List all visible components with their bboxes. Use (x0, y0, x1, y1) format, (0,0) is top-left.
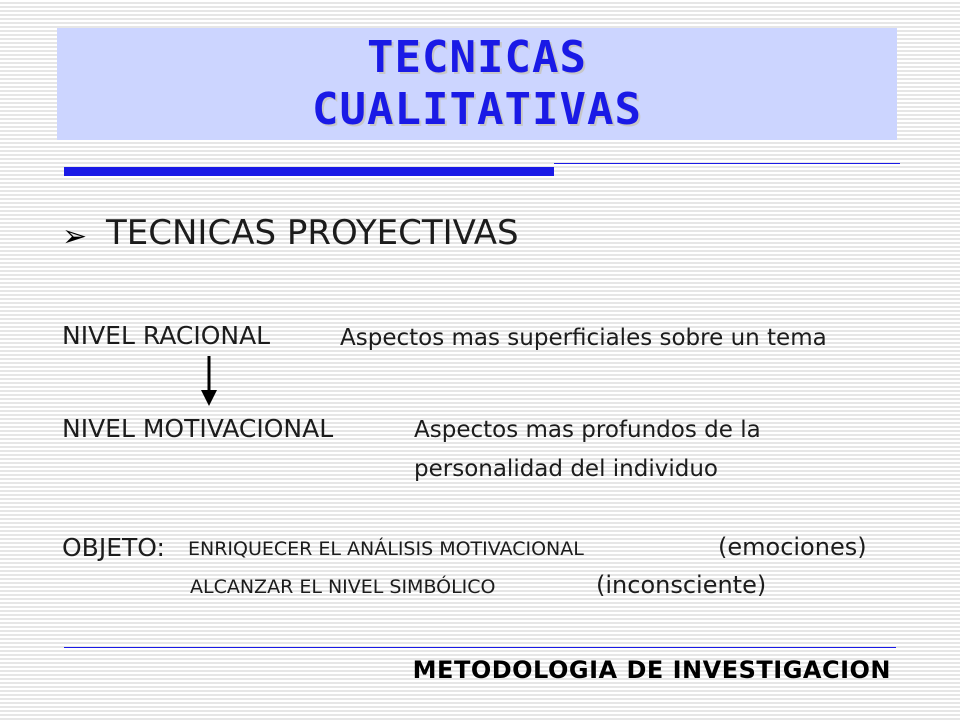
level-rational-description: Aspectos mas superficiales sobre un tema (340, 325, 827, 351)
level-motivational-description-line-1: Aspectos mas profundos de la (414, 417, 761, 443)
down-arrow-icon (198, 356, 220, 406)
level-motivational-description-line-2: personalidad del individuo (414, 456, 718, 482)
section-heading: TECNICAS PROYECTIVAS (106, 213, 519, 253)
title-underline-thick (64, 167, 554, 176)
objective-item-1-note: (emociones) (718, 533, 867, 561)
objective-item-2-note: (inconsciente) (596, 571, 767, 599)
title-underline-thin (554, 163, 900, 164)
footer-text: METODOLOGIA DE INVESTIGACION (412, 656, 891, 684)
slide-title-line-1: TECNICAS (367, 32, 587, 83)
footer-divider (64, 647, 896, 648)
slide-title-line-2: CUALITATIVAS (312, 84, 642, 135)
title-box (57, 28, 897, 140)
arrow-bullet-icon: ➢ (62, 219, 88, 254)
objective-label: OBJETO: (62, 533, 165, 562)
objective-item-1: ENRIQUECER EL ANÁLISIS MOTIVACIONAL (188, 538, 584, 560)
level-rational-label: NIVEL RACIONAL (62, 321, 271, 350)
level-motivational-label: NIVEL MOTIVACIONAL (62, 414, 334, 443)
objective-item-2: ALCANZAR EL NIVEL SIMBÓLICO (190, 576, 496, 598)
